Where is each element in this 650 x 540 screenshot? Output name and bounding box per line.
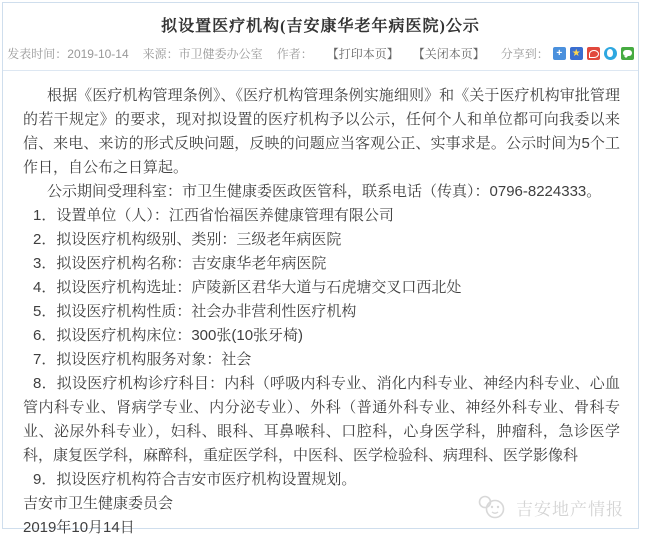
watermark [475,494,624,520]
announcement-item-7: 7．拟设医疗机构服务对象：社会 [33,351,252,368]
announcement-item-4: 4．拟设医疗机构选址：庐陵新区君华大道与石虎塘交叉口西北处 [33,279,462,296]
article-body [3,71,638,540]
announcement-item-9: 9．拟设医疗机构符合吉安市医疗机构设置规划。 [33,471,357,488]
meta-bar [3,45,638,62]
intro-paragraph: 根据《医疗机构管理条例》、《医疗机构管理条例实施细则》和《关于医疗机构审批管理的若干规定》的要求，现对拟设置的医疗机构予以公示，任何个人和单位都可向我委以来信、来电、来访的形式反映问题，反映的问题应当客观公正、实事求是。公示时间为5个工作日，自公布之日算起。 [23,87,620,176]
contact-paragraph: 公示期间受理科室：市卫生健康委医政医管科，联系电话（传真）：0796-8224333。 [47,183,602,200]
announcement-item-1: 1．设置单位（人）：江西省怡福医养健康管理有限公司 [33,207,394,224]
announcement-item-6: 6．拟设医疗机构床位：300张(10张牙椅) [33,327,304,344]
watermark-panda-logo [475,494,511,520]
share-wechat-icon[interactable] [621,47,634,60]
source-value: 市卫健委办公室 [178,47,263,61]
share-qq-icon[interactable] [604,47,617,60]
print-page-button[interactable]: 【打印本页】 [326,47,399,61]
issue-date: 2019年10月14日 [23,519,135,536]
announcement-item-3: 3．拟设医疗机构名称：吉安康华老年病医院 [33,255,327,272]
source-label: 来源： [142,47,179,61]
share-more-icon[interactable]: + [553,47,566,60]
announcement-item-2: 2．拟设医疗机构级别、类别：三级老年病医院 [33,231,342,248]
publish-time-label: 发表时间： [7,47,68,61]
share-bar [501,45,634,62]
close-page-button[interactable]: 【关闭本页】 [412,47,485,61]
watermark-text: 吉安地产情报 [516,499,624,519]
issuer-signature: 吉安市卫生健康委员会 [23,495,174,512]
share-weibo-icon[interactable] [587,47,600,60]
share-label: 分享到： [500,47,549,61]
announcement-item-8: 8．拟设医疗机构诊疗科目：内科（呼吸内科专业、消化内科专业、神经内科专业、心血管内科专业、肾病学专业、内分泌专业）、外科（普通外科专业、神经外科专业、骨科专业、泌尿外科专业），妇科、眼科、耳鼻喉科、口腔科，心身医学科，肿瘤科，急诊医学科，康复医学科，麻醉科，重症医学科，中医科、医学检验科、病理科、医学影像科 [23,375,620,464]
share-icons [553,47,634,60]
announcement-page [2,2,639,536]
page-title: 拟设置医疗机构(吉安康华老年病医院)公示 [161,18,480,35]
share-qzone-icon[interactable]: ★ [570,47,583,60]
publish-time-value: 2019-10-14 [67,46,129,61]
announcement-item-5: 5．拟设医疗机构性质：社会办非营利性医疗机构 [33,303,357,320]
author-label: 作者： [276,47,313,61]
